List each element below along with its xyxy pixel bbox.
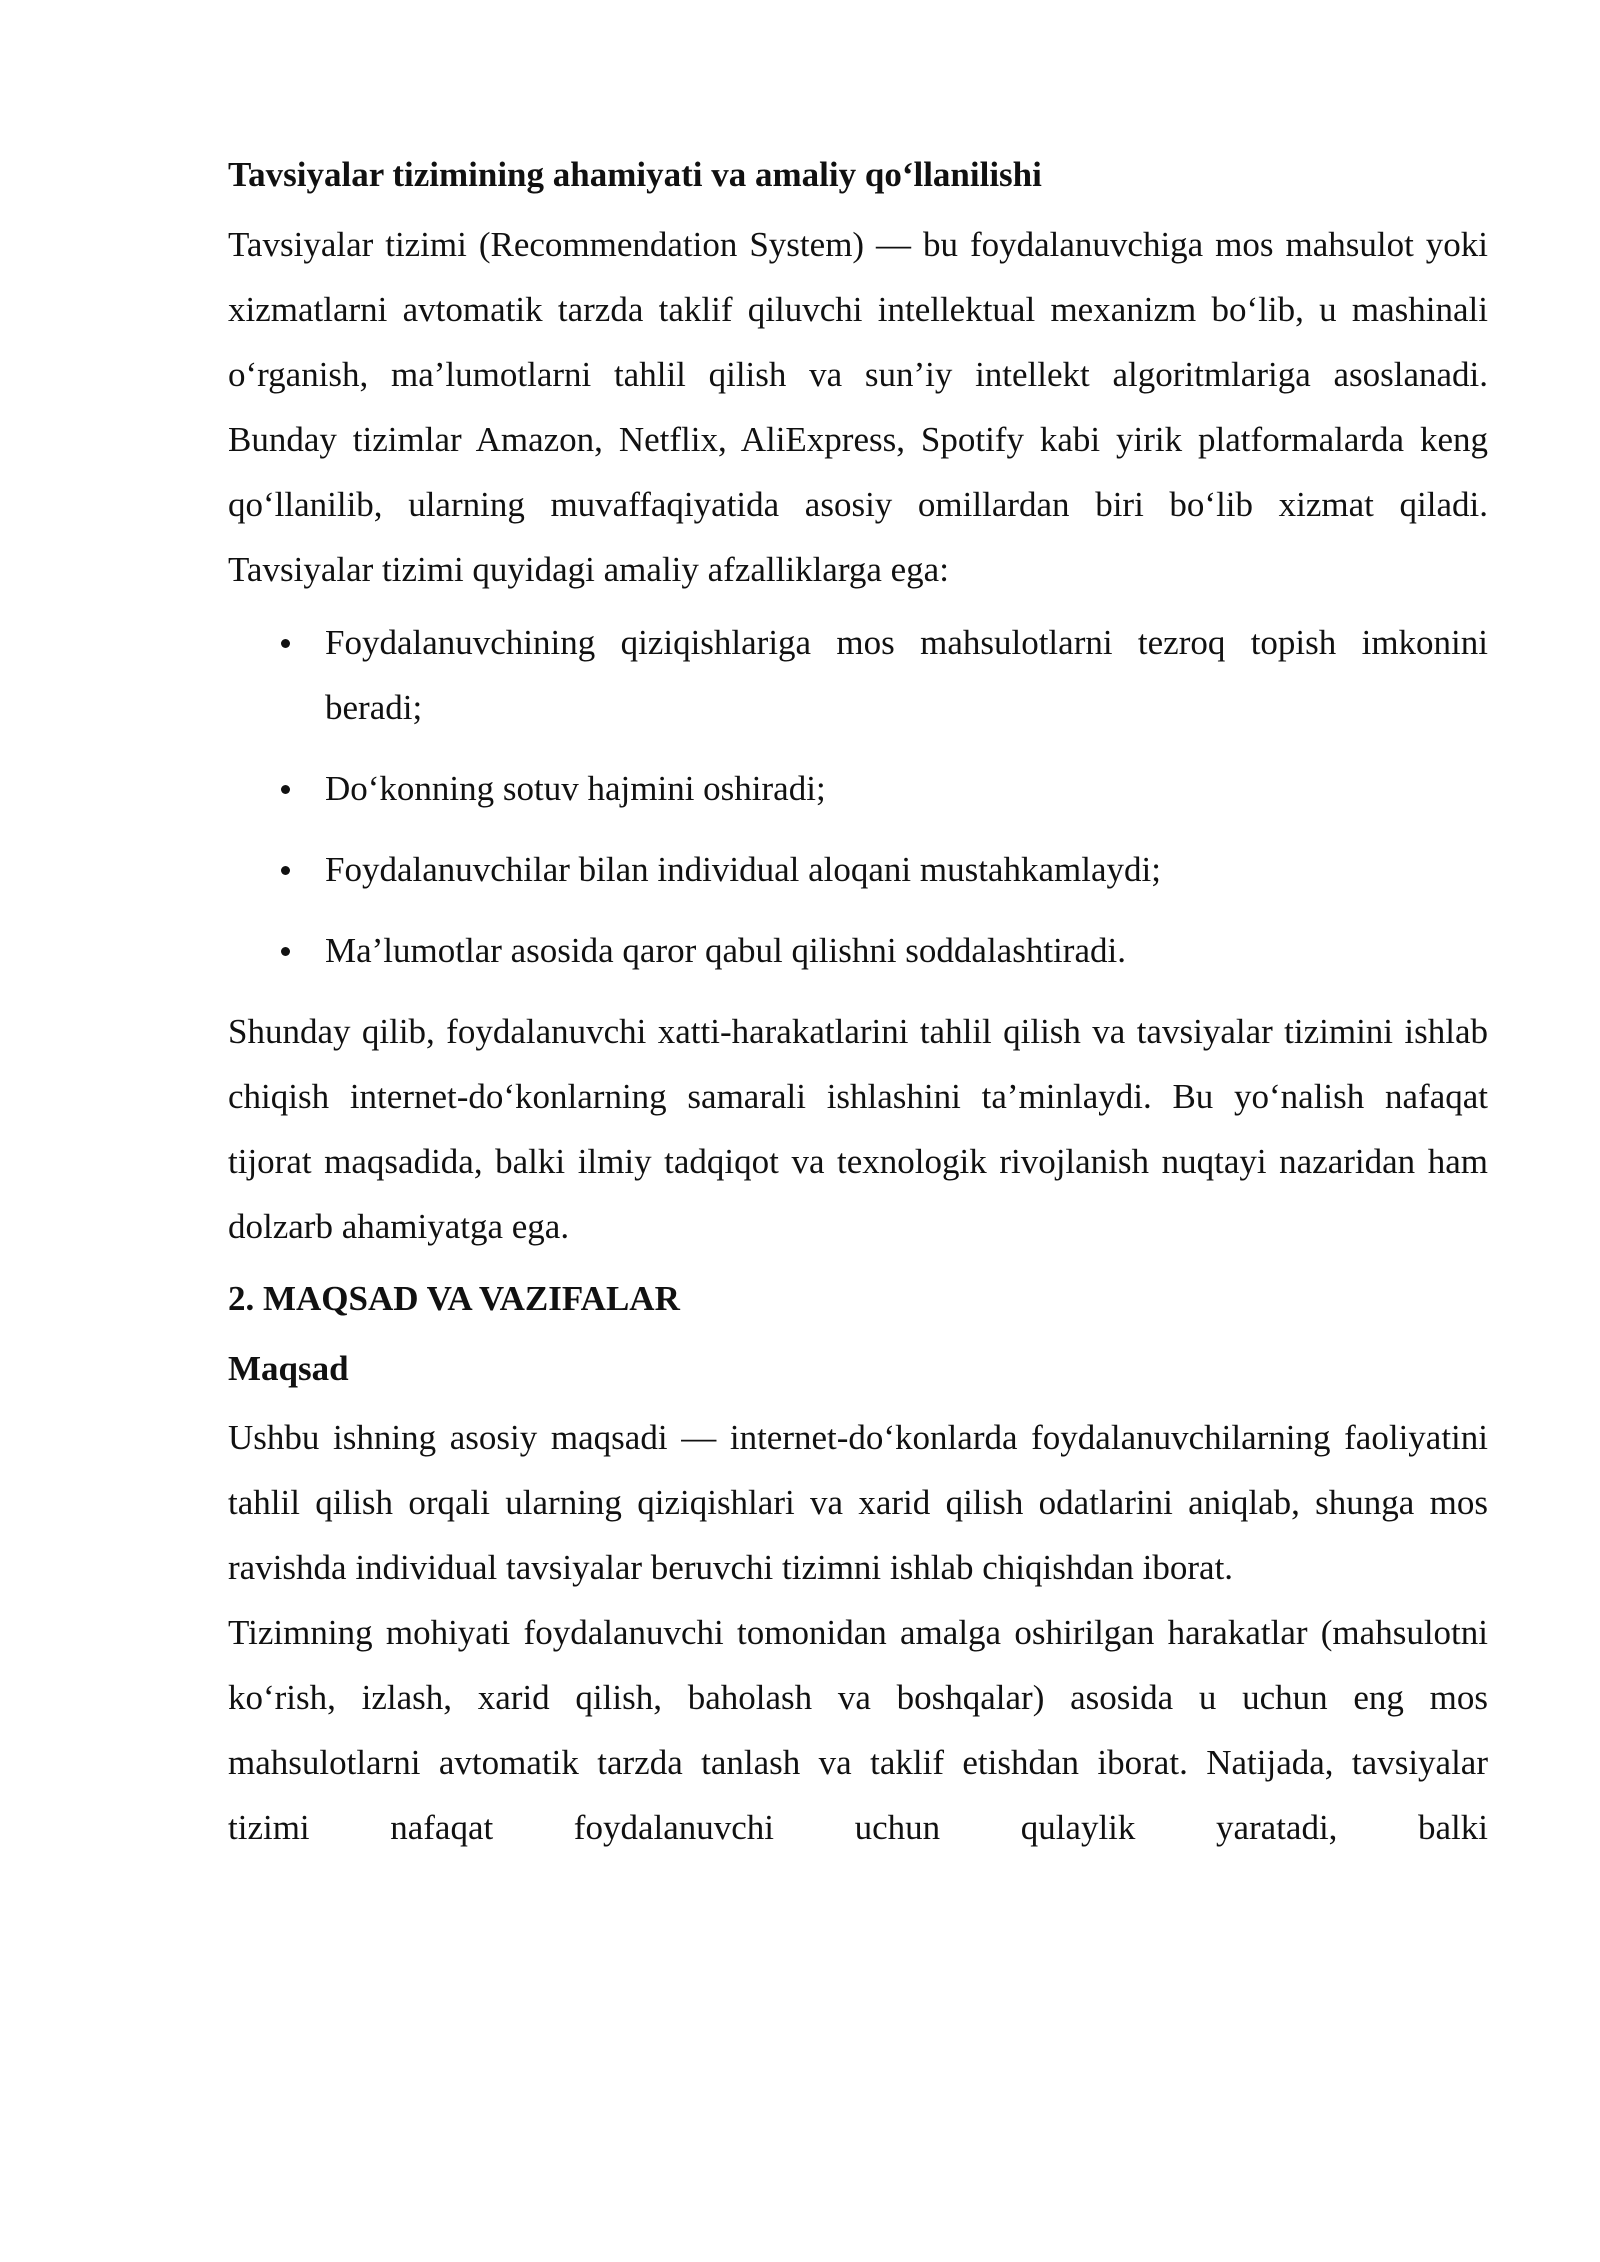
section-title: 2. MAQSAD VA VAZIFALAR [228, 1279, 680, 1318]
essence-paragraph: Tizimning mohiyati foydalanuvchi tomonidan amalga oshirilgan harakatlar (mahsulotni ko‘rish, izlash, xarid qilish, baholash va boshqalar) asosida u uchun eng mos mahsulotlarni avtomatik tarzda tanlash va taklif etishdan iborat. Natijada, tavsiyalar tizimi nafaqat foydalanuvchi uchun qulaylik yaratadi, balki [228, 1613, 1488, 1847]
advantages-intro: Tavsiyalar tizimi quyidagi amaliy afzalliklarga ega: [228, 550, 949, 589]
bullet-icon [281, 947, 290, 956]
bullet-icon [281, 639, 290, 648]
advantages-list [228, 610, 1488, 983]
list-item [228, 610, 1488, 740]
list-item-text: Foydalanuvchilar bilan individual aloqani mustahkamlaydi; [325, 850, 1161, 889]
bullet-icon [281, 866, 290, 875]
intro-paragraph: Tavsiyalar tizimi (Recommendation System) — bu foydalanuvchiga mos mahsulot yoki xizmatlarni avtomatik tarzda taklif qiluvchi intellektual mexanizm bo‘lib, u mashinali o‘rganish, ma’lumotlarni tahlil qilish va sun’iy intellekt algoritmlariga asoslanadi. Bunday tizimlar Amazon, Netflix, AliExpress, Spotify kabi yirik platformalarda keng qo‘llanilib, ularning muvaffaqiyatida asosiy omillardan biri bo‘lib xizmat qiladi. [228, 225, 1488, 524]
document-heading: Tavsiyalar tizimining ahamiyati va amaliy qo‘llanilishi [228, 155, 1042, 194]
conclusion-paragraph: Shunday qilib, foydalanuvchi xatti-harakatlarini tahlil qilish va tavsiyalar tizimini ishlab chiqish internet-do‘konlarning samarali ishlashini ta’minlaydi. Bu yo‘nalish nafaqat tijorat maqsadida, balki ilmiy tadqiqot va texnologik rivojlanish nuqtayi nazaridan ham dolzarb ahamiyatga ega. [228, 1012, 1488, 1246]
list-item [228, 756, 1488, 821]
list-item [228, 918, 1488, 983]
goal-paragraph: Ushbu ishning asosiy maqsadi — internet-do‘konlarda foydalanuvchilarning faoliyatini tahlil qilish orqali ularning qiziqishlari va xarid qilish odatlarini aniqlab, shunga mos ravishda individual tavsiyalar beruvchi tizimni ishlab chiqishdan iborat. [228, 1418, 1488, 1587]
list-item-text: Foydalanuvchining qiziqishlariga mos mahsulotlarni tezroq topish imkonini beradi; [325, 623, 1488, 727]
subsection-title: Maqsad [228, 1349, 349, 1388]
list-item-text: Ma’lumotlar asosida qaror qabul qilishni soddalashtiradi. [325, 931, 1126, 970]
list-item-text: Do‘konning sotuv hajmini oshiradi; [325, 769, 826, 808]
document-page [228, 148, 1488, 1860]
list-item [228, 837, 1488, 902]
bullet-icon [281, 785, 290, 794]
